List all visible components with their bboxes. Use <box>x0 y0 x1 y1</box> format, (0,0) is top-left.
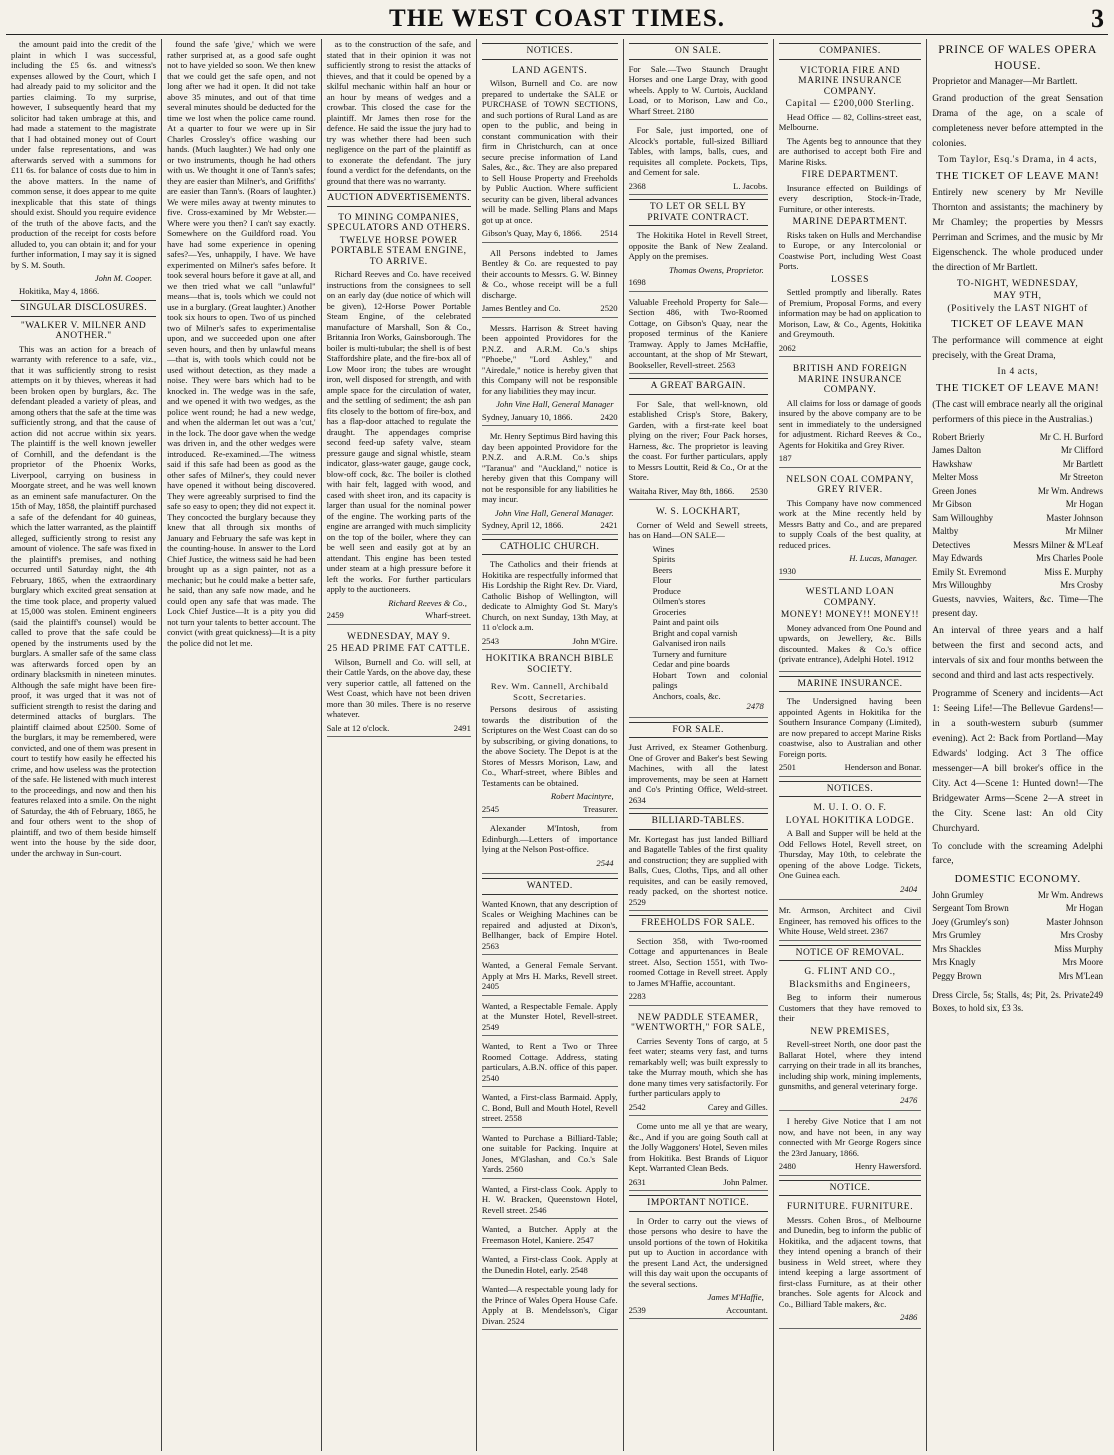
column-4 <box>477 39 624 1451</box>
billiard-sale-ad <box>629 123 768 195</box>
farce-cast-list <box>932 889 1103 984</box>
nelson-body: This Company have now commenced work at the Mine recently held by Messrs Batty and Co., and are prepared to supply Coals of the best quality, at reduced prices. <box>778 497 922 550</box>
cast-actor: Miss Murphy <box>1054 943 1103 954</box>
church-heading: CATHOLIC CHURCH. <box>482 539 618 556</box>
marine-body: Risks taken on Hulls and Merchandise to Europe, or any Intercolonial or Coastwise Port, including West Coast Ports. <box>778 229 922 271</box>
important-notice-number: 2539 <box>628 1304 646 1315</box>
steamer-ad <box>629 1009 768 1117</box>
sewing-machine-ad: Just Arrived, ex Steamer Gothenburg. One of Grover and Baker's best Sewing Machines, with all the latest improvements, may be seen at Harnett and Co's Printing Office, Weld-street. 2634 <box>629 740 768 809</box>
wanted-item: Wanted, a Respectable Female. Apply at the Munster Hotel, Revell-street. 2549 <box>482 999 618 1037</box>
furniture-body: Messrs. Cohen Bros., of Melbourne and Dunedin, beg to inform the public of Hokitika, and the adjacent towns, that they intend opening a branch of their business in Weld street, where they intend keeping a large assortment of first-class Furniture, as at their other branches. Sole agents for Alcock and Co., Billiard Table makers, &c. <box>778 1214 922 1309</box>
engine-ad-sign: Richard Reeves & Co., <box>388 597 467 608</box>
cast-role: Hawkshaw <box>932 458 973 469</box>
bible-footer <box>482 804 618 815</box>
lockhart-number: 2478 <box>746 701 764 711</box>
hawersford-footer <box>779 1161 922 1172</box>
cast-actor: Master Johnson <box>1046 916 1103 927</box>
bible-role: Treasurer. <box>583 803 618 814</box>
farce-title: DOMESTIC ECONOMY. <box>954 872 1081 885</box>
lockhart-item: Paint and paint oils <box>652 617 719 627</box>
flint-title: G. FLINT AND CO., <box>804 967 896 977</box>
hotel-sign: Thomas Owens, Proprietor. <box>669 264 764 275</box>
wanted-item: Wanted Known, that any description of Scales or Weighing Machines can be repaired and adjusted at Dixon's, Bellhanger, back of Empire Hotel. 2563 <box>482 897 618 956</box>
article-conclusion: as to the construction of the safe, and stated that in their opinion it was not sufficiently strong to resist the attacks of thieves, and that it could be opened by a skilful mechanic within half an hour or an hour by means of wedges and a crowbar. This closed the case for the plaintiff. Mr James then rose for the defence. He said the issue the jury had to try was whether there had been such negligence on the part of the plaintiff as to exonerate the defendant. The jury found a verdict for the defendants, on the ground that there was no warranty. <box>326 39 471 186</box>
waggoners-sign: John Palmer. <box>723 1176 768 1187</box>
billiard-sale-sign: L. Jacobs. <box>733 180 768 191</box>
lockhart-item: Turnery and furniture <box>652 648 727 659</box>
lodge-title: LOYAL HOKITIKA LODGE. <box>785 815 915 826</box>
letter-text: the amount paid into the credit of the plaint in which I was successful, including the £5 6s. and witness's expenses allowed by the Court, which I had already paid to my solicitor and the parties claiming. To my surprise, however, I subsequently heard that my solicitor had taken umbrage at this, and had made a statement to the magistrate that I had obtained money out of Court under false representations, and was afterwards served with a summons for £11 6s. for balance of costs due to him in the above matters. In the name of common sense, it does appear to me quite inexplicable that this state of things should exist. Should you require evidence of the truth of the above facts, and the production of the receipt for costs before alluded to, you can obtain it; and for your further information, I may say it is signed by S. M. South. <box>11 39 157 270</box>
lodge-ad <box>779 799 922 900</box>
lockhart-title: W. S. LOCKHART, <box>655 507 741 517</box>
article-heading: SINGULAR DISCLOSURES. <box>11 300 156 317</box>
kortegast-ad: Mr. Kortegast has just landed Billiard and Bagatelle Tables of the first quality and construction; they are supplied with Balls, Cues, Cloths, Tips, and all other requisites, and can be easily removed, ready packed, on the shortest notice. 2529 <box>629 832 768 912</box>
freehold-property-ad: Valuable Freehold Property for Sale—Section 486, with Two-Roomed Cottage, on Gibson's Quay, near the proposed terminus of the Kaniere Tramway. Apply to James McHaffie, accountant, at the shop of Mr Stewart, Bookseller, Revell-street. 2563 <box>629 295 768 375</box>
flint-subtitle: Blacksmiths and Engineers, <box>789 979 911 990</box>
land-agents-body: Wilson, Burnell and Co. are now prepared to undertake the SALE or PURCHASE of TOWN SECTIONS, and such portions of Rural Land as are open to the public, and being in constant communication with their firm in Christchurch, can at once secure precise information of Land Sales, &c., &c. They are also prepared to Sell House Property and Freeholds by Public Auction. Where sufficient security can be given, liberal advances will be made. Selling Plans and Maps got up at once. <box>481 78 618 225</box>
cast-actor: Mr C. H. Burford <box>1039 431 1103 442</box>
hotel-number: 1698 <box>628 277 646 287</box>
bentley-sign: James Bentley and Co. <box>481 303 561 313</box>
opera-performance: The performance will commence at eight precisely, with the Great Drama, <box>932 336 1103 361</box>
cast-role: Emily St. Evremond <box>932 566 1007 577</box>
lodge-body: A Ball and Supper will be held at the Odd Fellows Hotel, Revell street, on Thursday, May 10th, to celebrate the opening of the above Lodge. Tickets, One Guinea each. <box>778 828 922 880</box>
church-body: The Catholics and their friends at Hokitika are respectfully informed that His Lordship the Right Rev. Dr. Viard, Catholic Bishop of Wellington, will dedicate to Almighty God St. Mary's Church, on next Sunday, 13th May, at 11 o'clock a.m. <box>481 559 618 632</box>
opera-scenery: Entirely new scenery by Mr Neville Thornton and assistants; the machinery by Mr Chamley; the properties by Messrs Perriman and Scrimes, and the music by Mr Eigenschenck. The whole produced under the direction of Mr Bartlett. <box>932 187 1103 273</box>
cast-row <box>932 902 1103 916</box>
westland-body: Money advanced from One Pound and upwards, on Jewellery, &c. Bills discounted. Makes & Co.'s office (private entrance), Adelphi Hotel. 1912 <box>778 622 922 664</box>
cattle-ad-date: WEDNESDAY, MAY 9. <box>347 631 451 642</box>
hawersford-number: 2480 <box>778 1161 796 1171</box>
cast-role: Detectives <box>932 539 971 550</box>
waggoners-ad <box>629 1119 768 1191</box>
hawersford-body: I hereby Give Notice that I am not now, and have not been, in any way connected with Mr George Rogers since the 23rd January, 1866. <box>778 1116 922 1158</box>
engine-ad-intro: TO MINING COMPANIES, SPECULATORS AND OTHERS. <box>327 212 471 233</box>
losses-number: 2062 <box>778 342 796 353</box>
cast-row <box>932 889 1103 903</box>
lockhart-item: Galvanised iron nails <box>652 638 726 648</box>
victoria-title: VICTORIA FIRE AND MARINE INSURANCE COMPANY. <box>798 65 902 97</box>
land-agents-title: LAND AGENTS. <box>512 65 588 76</box>
opera-programme: Programme of Scenery and incidents—Act 1: Seeing Life!—The Bellevue Gardens!—in a south-western suburb (summer evening). Act 2: Back from Portland—May Edwards' lodging. Act 3 The office messenger—A bill broker's office in the City. Act 4—Scene 1: Hunted down!—The Bridgewater Arms—Scene 2—A street in the City. Scene last: An old City Churchyard. <box>932 688 1103 834</box>
column-1 <box>6 39 162 1451</box>
cast-row <box>932 431 1103 445</box>
cattle-ad-sale: Sale at 12 o'clock. <box>326 722 390 733</box>
bible-number: 2545 <box>481 803 500 814</box>
harrison-body: Messrs. Harrison & Street having been appointed Providores for the P.N.Z. and A.R.M. Co.'s ships "Phoebe," "Lord Ashley," and "Airedale," notice is hereby given that this Company will not be responsible for any liabilities they may incur. <box>481 322 618 396</box>
nelson-title: NELSON COAL COMPANY, GREY RIVER. <box>786 474 914 495</box>
cattle-ad-body: Wilson, Burnell and Co. will sell, at their Cattle Yards, on the above day, these very superior cattle, all fattened on the West Coast, which have not been driven more than 30 miles. There is no reserve whatever. <box>326 656 471 719</box>
prices-line <box>932 989 1103 1015</box>
losses-body: Settled promptly and liberally. Rates of Premium, Proposal Forms, and every information may be had on application to Morison, Law, & Co., Agents, Hokitika and Greymouth. <box>778 287 922 339</box>
harrison-sign: John Vine Hall, General Manager <box>496 399 614 409</box>
furniture-ad <box>779 1198 922 1329</box>
cast-row <box>932 525 1103 539</box>
bargain-place: Waitaha River, May 8th, 1866. <box>628 485 735 496</box>
british-body: All claims for loss or damage of goods insured by the above company are to be sent in immediately to the undersigned for adjustment. Richard Reeves & Co., Agents for Hokitika and Grey River. <box>778 397 922 450</box>
opera-interval: An interval of three years and a half between the first and second acts, and intervals of six and four months between the second and third and last acts respectively. <box>932 625 1103 681</box>
cast-role: Mrs Knagly <box>932 957 976 967</box>
prices-number: 249 <box>1089 990 1103 1000</box>
freeholds-heading: FREEHOLDS FOR SALE. <box>629 915 768 932</box>
page-number: 3 <box>1091 4 1104 33</box>
cattle-ad-number: 2491 <box>453 722 471 733</box>
billiard-sale-body: For Sale, just imported, one of Alcock's portable, full-sized Billiard Tables, with lamps, balls, cues, and requisites all complete. Pockets, Tips, and Cement for sale. <box>628 125 768 177</box>
bird-sign: John Vine Hall, General Manager. <box>494 507 614 518</box>
bird-place: Sydney, April 12, 1866. <box>481 520 564 530</box>
case-title: "WALKER V. MILNER AND ANOTHER." <box>20 320 147 341</box>
bird-footer <box>482 520 618 531</box>
billiard-sale-number: 2368 <box>628 180 646 191</box>
victoria-body: The Agents beg to announce that they are authorised to accept both Fire and Marine Risks. <box>778 135 922 167</box>
victoria-head-office: Head Office — 82, Collins-street east, Melbourne. <box>778 111 922 132</box>
furniture-number: 2486 <box>900 1312 918 1322</box>
victoria-capital: Capital — £200,000 Sterling. <box>785 99 915 109</box>
british-title: BRITISH AND FOREIGN MARINE INSURANCE COMPANY. <box>792 364 908 395</box>
wanted-item: Wanted, a First-class Barmaid. Apply, C. Bond, Bull and Mouth Hotel, Revell street. 2558 <box>482 1090 618 1128</box>
cast-actor: Mrs M'Lean <box>1058 970 1103 981</box>
british-number: 187 <box>778 453 792 463</box>
cast-role: Sergeant Tom Brown <box>932 903 1009 913</box>
opera-grand: Grand production of the great Sensation Drama of the age, on a scale of completeness never before attempted in the colonies. <box>932 94 1103 149</box>
companies-heading: COMPANIES. <box>779 43 922 60</box>
wanted-heading: WANTED. <box>482 878 618 895</box>
column-6 <box>774 39 928 1451</box>
steamer-body: Carries Seventy Tons of cargo, at 5 feet water; steams very fast, and turns remarkably well; was built expressly to take the Murray mouth, which she has done many times very satisfactorily. For further particulars apply to <box>628 1035 768 1098</box>
land-agents-date: Gibson's Quay, May 6, 1866. <box>481 228 582 238</box>
cast-row <box>932 566 1103 580</box>
bible-ad <box>482 677 618 818</box>
billiard-sale-footer <box>629 181 768 192</box>
freeholds-body: Section 358, with Two-roomed Cottage and appurtenances in Beale street. Also, Section 1551, with Two-roomed Cottage in Revell street. Apply to James M'Haffie, accountant. <box>628 935 768 988</box>
opera-ticket-2: TICKET OF LEAVE MAN <box>951 318 1085 330</box>
wanted-item: Wanted, a First-class Cook. Apply to H. W. Bracken, Queenstown Hotel, Revell street. 2546 <box>482 1182 618 1220</box>
cast-actor: Mr Bartlett <box>1062 458 1103 469</box>
cast-role: Melter Moss <box>932 472 979 482</box>
cast-row <box>932 498 1103 512</box>
cast-role: James Dalton <box>932 445 982 455</box>
wanted-item: Wanted, to Rent a Two or Three Roomed Cottage. Address, stating particulars, A.B.N. office of this paper. 2540 <box>482 1039 618 1087</box>
flint-ad <box>779 963 922 1111</box>
opera-tom-taylor: Tom Taylor, Esq.'s Drama, in 4 acts, <box>938 155 1098 165</box>
cattle-ad <box>327 628 471 738</box>
cast-actor: Mrs Crosby <box>1060 930 1103 940</box>
lockhart-ad <box>629 503 768 718</box>
hotel-ad <box>629 228 768 292</box>
flint-body-2: Revell-street North, one door past the Ballarat Hotel, where they intend carrying on their trade in all its branches, including ship work, mining implements, gunsmiths, and general veterinary forge. <box>778 1039 922 1091</box>
article-continued: found the safe 'give,' which we were rather surprised at, as a good safe ought not to have yielded so soon. We then knew that we could get the safe open, and not long after we had it open. It did not take above 35 minutes, and out of that time several minutes should be deducted for the time we lost when the police came round. At a quarter to four we were up in Sir Charles Crossley's office washing our hands. (Much laughter.) We had only one or two instruments, though he had others with us. We thought it one of Tann's safes; they are easier than Milner's, and Griffiths' are easier than Tann's. (Roars of laughter.) We were miles away at twenty minutes to five. Cross-examined by Mr Webster.—Where were you then? I can't say exactly. Somewhere on the Guildford road. You have had some experience in opening safes?—Yes, unhappily, I have. We have experimented on Milner's safes before. It took several hours before it gave at all, and we then tried what we call "unlawful" means—that is, tools which we could not use in a burglary. (Great laughter.) Another took six hours to open. Two of us pinched two of Milner's safes to experimentalise upon, and we succeeded upon one after seven hours, and then by unlawful means—that is, with tools which could not be used without detection, as they made a noise. They were bars which had to be knocked in. The wedge was in the safe, and we opened it with two wedges, as the police went round; he had a new wedge, and when the alderman let out was a 'cut,' in the lock. The door gave when the wedge was driven in, and the other wedges were introduced. Re-examined.—The witness said if this safe had been as good as the other safes of Milner's, they could never have opened it without being discovered. They were agreeably surprised to find the safe so easy to open; they did not expect it. They concocted the burglary because they knew that all through six months of January and February the safe was kept in the counting-house. In answer to the Lord Chief Justice, the witness said he had been brought up as a sign painter, not as a mechanic; but he could make a better safe, he said, than any safe now made, and he could open any safe that was made. The Lock Chief Justice—It is a pity you did not turn your talents to better account. The convict (with great quickness)—It is a pity the police did not let me. <box>167 39 316 648</box>
opera-four-acts: In 4 acts, <box>997 367 1038 377</box>
bentley-footer <box>482 303 618 314</box>
harrison-ad <box>482 321 618 427</box>
cast-role: Peggy Brown <box>932 970 982 981</box>
newspaper-title: THE WEST COAST TIMES. <box>389 5 725 32</box>
notices-heading: NOTICES. <box>482 43 618 60</box>
opera-date: MAY 9TH, <box>993 291 1042 301</box>
cast-actor: Mr Milner <box>1065 526 1103 536</box>
cast-row <box>932 485 1103 499</box>
column-2 <box>162 39 322 1451</box>
lockhart-item: Produce <box>652 585 681 596</box>
cattle-ad-footer <box>327 723 471 734</box>
article-body: This was an action for a breach of warranty with reference to a safe, viz., that it was sufficiently strong to resist attempts on it by thieves, whereas it had been broken open by burglars, &c. The defendant pleaded a variety of pleas, and among others that the safe at the time was sufficiently strong, and that the cause of action did not accrue within six years. The plaintiff is the well known jeweller of Cornhill, and the defendant is the proprietor of the Phoenix Works, Liverpool, carrying on business in Moorgate street, and he was well known as an eminent safe manufacturer. On the 15th of May, 1858, the plaintiff purchased a safe of the defendant for 40 guineas, which the latter warranted, as the plaintiff alleged, sufficiently strong to resist any amount of violence. The safe was fixed in the plaintiff's premises, and nothing occurred until Saturday night, the 4th February, 1865, when the extraordinary burglary which excited great sensation at the time took place, and property valued at 15,000 was stolen. Eminent engineers (said the plaintiff's counsel) would be called to prove that the safe could be opened by the instruments used by the burglars. A smaller safe of the same class was afterwards forced open by an ordinary blacksmith in nineteen minutes. Although the safe might have been fire-proof, it was urged that it was not of sufficient strength to resist the daring and determined attacks of burglars. The plaintiff claimed about £2500. Some of the burglars, it may be remembered, were convicted, and one of them was present in court to testify how easily he effected his crime, and how useless was the protection of the safe. He listened with much interest to the proceedings, and now and then his features relaxed into a smile. On the night of Saturday, the 4th of February, 1865, he and four others went to the shop of plaintiff, and two of them beside himself went into the house by the side door, under the archway in Sun-court. <box>11 343 157 858</box>
steamer-footer <box>629 1102 768 1113</box>
harrison-footer <box>482 412 618 423</box>
victoria-ad <box>779 62 922 358</box>
opera-conclude: To conclude with the screaming Adelphi farce, <box>932 841 1103 866</box>
wanted-item: Wanted to Purchase a Billiard-Table; one suitable for Packing. Inquire at Jones, M'Glashan, and Co.'s Sale Yards. 2560 <box>482 1131 618 1179</box>
removal-heading: NOTICE OF REMOVAL. <box>779 945 922 962</box>
letter-signature: John M. Cooper. <box>94 273 153 283</box>
cast-row <box>932 956 1103 970</box>
freeholds-ad <box>629 934 768 1006</box>
wanted-list <box>482 897 618 1331</box>
flint-number: 2476 <box>900 1094 918 1105</box>
flint-body: Beg to inform their numerous Customers that they have removed to their <box>778 992 922 1023</box>
westland-title: WESTLAND LOAN COMPANY. <box>805 587 895 608</box>
marine-insurance-sign: Henderson and Bonar. <box>844 762 922 772</box>
cast-row <box>932 916 1103 930</box>
important-notice-sign: James M'Haffie, <box>707 1292 764 1302</box>
land-agents-ad <box>482 62 618 243</box>
flint-premises: NEW PREMISES, <box>810 1026 890 1037</box>
important-notice-body: In Order to carry out the views of those persons who desire to have the unsold portions of the town of Hokitika put up to Auction in accordance with the present Land Act, the undersigned will this day wait upon the occupants of the several sections. <box>628 1215 768 1289</box>
waggoners-footer <box>629 1177 768 1188</box>
steamer-title: NEW PADDLE STEAMER, "WENTWORTH," FOR SALE, <box>630 1012 766 1033</box>
bible-heading: HOKITIKA BRANCH BIBLE SOCIETY. <box>485 654 614 675</box>
cast-row <box>932 970 1103 984</box>
cast-role: Green Jones <box>932 485 977 496</box>
engine-ad-body: Richard Reeves and Co. have received instructions from the consignees to sell on an early day (due notice of which will be given), 12-Horse Power Portable Steam Engine, of the celebrated manufacture of Marshall, Son & Co., Britannia Iron Works, Gainsborough. The boiler is multi-tubular; the shell is of best Staffordshire plate, and the fire-box all of Low Moor iron; the tubes are wrought iron, well disposed for strength, and with ample space for the circulation of water, and the settling of sediment; the ash pan fits closely to the bottom of fire-box, and has a flap-door attached to regulate the draught. The appendages comprise second feed-up safety valve, steam pressure gauge and signal whistle, steam indicator, glass-water gauge, gauge cock, blow-off cock, &c. The boiler is clothed with hair felt, lagged with wood, and cased with sheet iron, and its capacity is larger than usual for the nominal power of the engine. The working parts of the engine are arranged with much simplicity on the top of the boiler, where they can be well seen and easily got at by an attendant. This engine has been tested under steam at a high pressure before it left the works. For further particulars apply to the auctioneers. <box>326 269 471 594</box>
cast-role: Robert Brierly <box>932 431 985 442</box>
westland-money: MONEY! MONEY!! MONEY!! <box>780 610 920 620</box>
lockhart-item: Oilmen's stores <box>652 596 706 606</box>
hotel-body: The Hokitika Hotel in Revell Street, opposite the Bank of New Zealand. Apply on the premises. <box>628 230 768 261</box>
hawersford-ad <box>779 1114 922 1176</box>
fire-heading: FIRE DEPARTMENT. <box>801 170 899 180</box>
cattle-ad-title: 25 HEAD PRIME FAT CATTLE. <box>327 644 471 654</box>
cast-row <box>932 512 1103 526</box>
wanted-item: Wanted, a Butcher. Apply at the Freemason Hotel, Kaniere. 2547 <box>482 1222 618 1249</box>
cast-row <box>932 539 1103 553</box>
cast-actor: Mrs Crosby <box>1060 580 1103 590</box>
bird-number: 2421 <box>600 520 618 530</box>
british-ad <box>779 360 922 468</box>
lockhart-item: Groceries <box>652 606 686 617</box>
lodge-number: 2404 <box>900 883 918 894</box>
column-3 <box>322 39 477 1451</box>
opera-positively: (Positively the LAST NIGHT of <box>947 303 1088 314</box>
lockhart-item: Flour <box>652 575 672 585</box>
marine-insurance-body: The Undersigned having been appointed Agents in Hokitika for the Southern Insurance Company (Limited), are now prepared to accept Marine Risks coastwise, also to Australian and other Foreign ports. <box>778 696 922 759</box>
cast-row <box>932 471 1103 485</box>
cast-row <box>932 929 1103 943</box>
mintosh-body: Alexander M'Intosh, from Edinburgh.—Letters of importance lying at the Nelson Post-office. <box>481 823 618 854</box>
opera-guests: Guests, navvies, Waiters, &c. Time—The present day. <box>932 594 1103 619</box>
for-sale-heading: FOR SALE. <box>629 722 768 739</box>
cast-row <box>932 943 1103 957</box>
nelson-sign: H. Lucas, Manager. <box>849 553 918 563</box>
auction-heading: AUCTION ADVERTISEMENTS. <box>327 190 471 207</box>
opera-ticket-3: THE TICKET OF LEAVE MAN! <box>935 381 1100 394</box>
opera-cast-note: (The cast will embrace nearly all the original performers of this piece in the Australias.) <box>932 399 1103 425</box>
cast-actor: Mrs Charles Poole <box>1036 553 1103 563</box>
engine-ad-footer <box>327 610 471 621</box>
steamer-number: 2542 <box>628 1101 646 1112</box>
lockhart-item: Spirits <box>652 554 676 564</box>
horses-ad: For Sale.—Two Staunch Draught Horses and one Large Dray, with good wheels. Apply to W. Curtois, Auckland Load, or to Morison, Law and Co., Wharf Street. 2180 <box>629 62 768 121</box>
notice-heading: NOTICE. <box>779 1180 922 1197</box>
lockhart-item: Anchors, coals, &c. <box>652 690 721 701</box>
bible-secretaries: Rev. Wm. Cannell, Archibald Scott, Secretaries. <box>490 681 609 702</box>
column-7 <box>927 39 1108 1451</box>
cast-actor: Mrs Moore <box>1062 957 1103 967</box>
engine-ad <box>327 209 471 625</box>
cast-role: Mrs Willoughby <box>932 580 992 590</box>
to-let-heading: TO LET OR SELL BY PRIVATE CONTRACT. <box>629 199 768 226</box>
bargain-footer <box>629 486 768 497</box>
church-sign: John M'Gire. <box>572 635 618 646</box>
marine-heading: MARINE DEPARTMENT. <box>792 217 908 227</box>
on-sale-heading: ON SALE. <box>629 43 768 60</box>
important-notice-footer <box>629 1305 768 1316</box>
steamer-sign: Carey and Gilles. <box>707 1101 768 1112</box>
westland-ad <box>779 583 922 672</box>
cast-row <box>932 444 1103 458</box>
bentley-ad <box>482 246 618 318</box>
letter-dateline: Hokitika, May 4, 1866. <box>19 285 100 296</box>
lockhart-item: Cedar and pine boards <box>652 659 730 669</box>
cast-role: John Grumley <box>932 889 984 900</box>
bible-body: Persons desirous of assisting towards the distribution of the Scriptures on the West Coast can do so by subscribing, or giving donations, to the above Society. The Depot is at the Stores of Messrs Morison, Law, and Co., Wharf-street, where Bibles and Testaments can be obtained. <box>481 704 618 788</box>
masthead <box>6 4 1108 35</box>
cast-actor: Mr Hogan <box>1065 499 1103 509</box>
wanted-item: Wanted—A respectable young lady for the Prince of Wales Opera House Cafe. Apply at B. Mendelsson's, Cigar Divan. 2524 <box>482 1282 618 1330</box>
church-number: 2543 <box>481 635 500 646</box>
important-notice-heading: IMPORTANT NOTICE. <box>629 1195 768 1212</box>
lockhart-item: Beers <box>652 564 673 575</box>
cast-row <box>932 552 1103 566</box>
opera-house-title: PRINCE OF WALES OPERA HOUSE. <box>938 42 1097 72</box>
harrison-place: Sydney, January 10, 1866. <box>481 411 573 422</box>
marine-insurance-ad <box>779 694 922 777</box>
cast-actor: Mr Hogan <box>1065 903 1103 913</box>
cast-role: Joey (Grumley's son) <box>932 916 1009 927</box>
fire-body: Insurance effected on Buildings of every description, Stock-in-Trade, Furniture, or other interests. <box>778 182 922 214</box>
cast-row <box>932 458 1103 472</box>
opera-ticket-1: THE TICKET OF LEAVE MAN! <box>935 169 1100 182</box>
mintosh-ad <box>482 821 618 874</box>
lockhart-item: Wines <box>652 543 675 554</box>
lockhart-body: Corner of Weld and Sewell streets, has on Hand—ON SALE— <box>628 519 768 540</box>
cast-actor: Mr Wm. Andrews <box>1037 889 1103 900</box>
column-5 <box>624 39 774 1451</box>
important-notice-ad <box>629 1214 768 1320</box>
church-ad <box>482 557 618 650</box>
notices-heading-2: NOTICES. <box>779 781 922 798</box>
cast-list <box>932 431 1103 593</box>
engine-ad-number: 2459 <box>326 610 344 620</box>
wanted-item: Wanted, a General Female Servant. Apply at Mrs H. Marks, Revell street. 2405 <box>482 958 618 996</box>
bentley-number: 2520 <box>600 303 618 313</box>
marine-insurance-footer <box>779 762 922 773</box>
cast-actor: Mr Clifford <box>1060 445 1103 455</box>
cast-role: Sam Willoughby <box>932 512 994 523</box>
mintosh-number: 2544 <box>596 857 614 868</box>
opera-proprietor: Proprietor and Manager—Mr Bartlett. <box>932 77 1078 87</box>
lockhart-item: Bright and copal varnish <box>652 627 738 638</box>
nelson-coal-ad <box>779 471 922 581</box>
bargain-number: 2530 <box>750 485 768 496</box>
billiard-tables-heading: BILLIARD-TABLES. <box>629 813 768 830</box>
wanted-item: Wanted, a First-class Cook. Apply at the Dunedin Hotel, early. 2548 <box>482 1252 618 1279</box>
land-agents-number: 2514 <box>600 228 618 238</box>
opera-tonight: TO-NIGHT, WEDNESDAY, <box>956 278 1079 289</box>
muoof-title: M. U. I. O. O. F. <box>813 803 887 813</box>
waggoners-number: 2631 <box>628 1176 646 1187</box>
cast-role: Mrs Grumley <box>932 930 982 940</box>
losses-heading: LOSSES <box>831 274 869 285</box>
cast-row <box>932 579 1103 593</box>
engine-ad-place: Wharf-street. <box>425 610 471 620</box>
marine-insurance-heading: MARINE INSURANCE. <box>779 676 922 693</box>
columns <box>6 39 1108 1451</box>
bird-ad <box>482 429 618 535</box>
cast-role: Mr Gibson <box>932 499 972 509</box>
marine-insurance-number: 2501 <box>778 762 796 772</box>
cast-role: Mrs Shackles <box>932 943 982 954</box>
cast-actor: Master Johnson <box>1046 512 1103 523</box>
harrison-number: 2420 <box>600 411 618 422</box>
bargain-heading: A GREAT BARGAIN. <box>629 378 768 395</box>
lockhart-items <box>629 544 768 702</box>
cast-actor: Messrs Milner & M'Leaf <box>1013 539 1103 550</box>
church-footer <box>482 636 618 647</box>
prices-text: Dress Circle, 5s; Stalls, 4s; Pit, 2s. Private Boxes, to hold six, £3 3s. <box>932 990 1090 1013</box>
freeholds-number: 2283 <box>628 991 646 1001</box>
armson-ad: Mr. Armson, Architect and Civil Engineer, has removed his offices to the White House, Weld street. 2367 <box>779 903 922 941</box>
cast-role: May Edwards <box>932 553 983 563</box>
bible-sign: Robert Macintyre, <box>550 791 614 801</box>
cast-actor: Miss E. Murphy <box>1044 566 1103 577</box>
cast-actor: Mr Streeton <box>1059 472 1103 482</box>
land-agents-footer <box>482 228 618 239</box>
hawersford-sign: Henry Hawersford. <box>854 1161 922 1171</box>
engine-ad-title: TWELVE HORSE POWER PORTABLE STEAM ENGINE, TO ARRIVE. <box>330 235 467 267</box>
cast-role: Maltby <box>932 526 959 536</box>
bargain-body: For Sale, that well-known, old established Crisp's Store, Bakery, Garden, with a first-rate keel boat plying on the river; Four Pack horses, Harness, &c. The proprietor is leaving the coast. For further particulars, apply to Messrs Louttit, Reid & Co., Or at the Store. <box>628 398 768 482</box>
bird-body: Mr. Henry Septimus Bird having this day been appointed Providore for the P.N.Z. and A.R.M. Co.'s ships "Taranua" and "Auckland," notice is hereby given that this Company will not be responsible for any liabilities he may incur. <box>481 431 618 504</box>
important-notice-role: Accountant. <box>725 1304 768 1315</box>
bargain-ad <box>629 397 768 501</box>
bentley-body: All Persons indebted to James Bentley & Co. are requested to pay their accounts to Messrs. G. W. Binney & Co., whose receipt will be a full discharge. <box>481 247 618 300</box>
cast-actor: Mr Wm. Andrews <box>1037 485 1103 496</box>
furniture-title: FURNITURE. FURNITURE. <box>786 1202 914 1212</box>
waggoners-body: Come unto me all ye that are weary, &c., And if you are going South call at the Jolly Waggoners' Hotel, Seven miles from Hokitika. Best Brands of Liquor Kept. Warranted Clean Beds. <box>628 1121 768 1173</box>
lockhart-item: Hobart Town and colonial palings <box>652 669 768 690</box>
nelson-number: 1930 <box>778 565 796 576</box>
